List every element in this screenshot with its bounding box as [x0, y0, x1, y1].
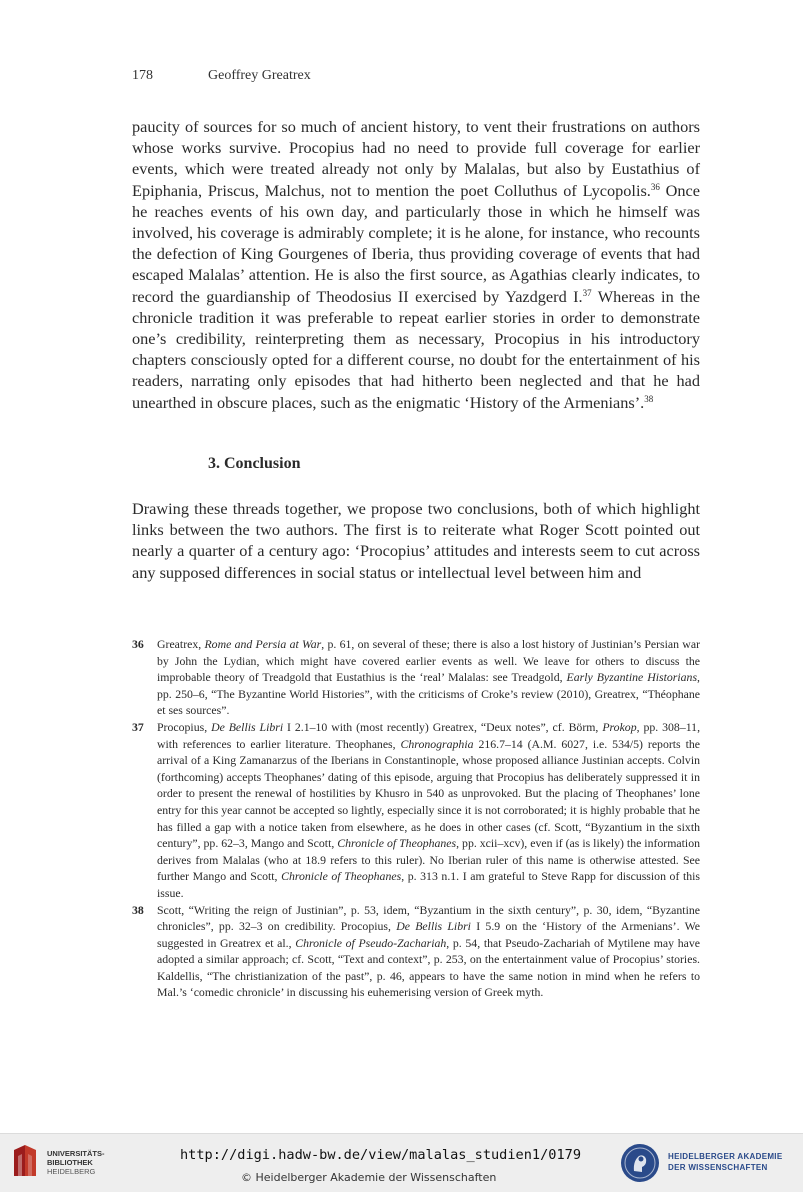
footnote-number: 37: [132, 719, 144, 734]
footnote-ref-38[interactable]: 38: [644, 393, 654, 404]
body-text-segment: Once he reaches events of his own day, and particularly those in which he himself was involved, his coverage is admirably complete; it is he alone, for instance, who recounts the defection of King Gourgenes of Iberia, thus providing coverage of events that had escaped Malalas’ attention. He is also the first source, as Agathias clearly indicates, to record the guardianship of Theodosius II exercised by Yazdgerd I.: [132, 180, 701, 306]
footnote-text: , p. 54, that Pseudo-Zachariah of Mytilene may have adopted a similar approach; cf. Scott, “Text and context”, p. 253, on the entertainment value of Procopius’ stories. Kaldellis, “The christianization of the past”, p. 46, appears to have the same notion in mind when he refers to Mal.’s ‘comedic chronicle’ in discussing his euhemerising version of Greek myth.: [157, 935, 700, 1000]
footnote-title: Chronographia: [400, 736, 474, 751]
footnote-text: 216.7–14 (A.M. 6027, i.e. 534/5) reports the arrival of a King Zamanarzus of the Iberians in Constantinople, whose proposed alliance Justinian accepts. Colvin (forthcoming) accepts Theophanes’ dating of this episode, arguing that Procopius has deliberately suppressed it in order to present the renewal of hostilities by Khusro in 540 as unprovoked. But the placing of Theophanes’ lone entry for this year cannot be accepted so lightly, especially since it is not corroborated; it is highly probable that he has filled a gap with a notice taken from elsewhere, as he does in other cases (cf. Scott, “Byzantium in the sixth century”, pp. 62–3, Mango and Scott,: [157, 736, 700, 851]
conclusion-text: Drawing these threads together, we propose two conclusions, both of which highlight links between the two authors. The first is to reiterate what Roger Scott pointed out nearly a quarter of a century ago: ‘Procopius’ attitudes and interests seem to cut across any supposed differences in social status or intellectual level between him and: [132, 499, 700, 582]
page-number: 178: [132, 68, 153, 83]
footnote-text: , p. 313 n.1. I am grateful to Steve Rapp for discussion of this issue.: [157, 869, 701, 900]
university-library-logo-icon[interactable]: [10, 1144, 40, 1178]
running-header: [132, 68, 311, 84]
body-text-segment: Whereas in the chronicle tradition it was preferable to repeat earlier stories in order to demonstrate one’s credibility, reinterpreting them as necessary, Procopius in his introductory chapters consciously opted for a different course, no doubt for the entertainment of his readers, narrating only episodes that had hitherto been neglected and that he had unearthed in obscure places, such as the enigmatic ‘History of the Armenians’.: [132, 286, 701, 412]
body-text-segment: paucity of sources for so much of ancient history, to vent their frustrations on authors whose works survive. Procopius had no need to provide full coverage for earlier events, which were treated already not only by Malalas, but also by Eustathius of Epiphania, Priscus, Malchus, not to mention the poet Colluthus of Lycopolis.: [132, 117, 700, 200]
footnote-ref-37[interactable]: 37: [582, 287, 592, 298]
footnote-title: Chronicle of Theophanes: [281, 869, 402, 884]
footer-bar: [0, 1133, 803, 1192]
footnote-38: [132, 902, 700, 1002]
footnote-text: , pp. xcii–xcv), even if (as is likely) the information derives from Malalas (who at 18.9 refers to this ruler). No Iberian ruler of this name is otherwise attested. See further Mango and Scott,: [157, 836, 700, 884]
footnote-text: , pp. 308–11, with references to earlier literature. Theophanes,: [157, 719, 701, 751]
academy-seal-icon[interactable]: [620, 1143, 660, 1183]
footnote-text: Greatrex,: [157, 637, 205, 651]
footnote-title: Chronicle of Pseudo-Zachariah: [295, 935, 447, 950]
footnote-title: Rome and Persia at War: [204, 637, 322, 651]
body-paragraph-1: [132, 116, 700, 413]
footnotes: [132, 636, 700, 1001]
footnote-number: 38: [132, 902, 144, 917]
footnote-text: , p. 61, on several of these; there is also a lost history of Justinian’s Persian war by John the Lydian, which might have covered earlier events as well. We leave for others to discuss the improbable theory of Treadgold that Eustathius is the ‘real’ Malalas: see Treadgold,: [157, 637, 700, 685]
footnote-text: Procopius,: [157, 719, 212, 734]
footnote-number: 36: [132, 637, 144, 651]
footnote-37: [132, 719, 700, 902]
university-library-name: UNIVERSITÄTS- BIBLIOTHEK HEIDELBERG: [47, 1149, 105, 1176]
footnote-title: Chronicle of Theophanes: [337, 836, 457, 851]
academy-name: HEIDELBERGER AKADEMIE DER WISSENSCHAFTEN: [668, 1152, 783, 1172]
body-paragraph-2: [132, 498, 700, 583]
footnote-title: Early Byzantine Historians: [566, 670, 698, 685]
section-heading: 3. Conclusion: [208, 455, 301, 472]
footnote-title: Prokop: [602, 719, 637, 734]
copyright-notice: © Heidelberger Akademie der Wissenschaften: [241, 1171, 497, 1184]
running-head-author: Geoffrey Greatrex: [208, 68, 311, 83]
footnote-text: , pp. 250–6, “The Byzantine World Histories”, with the criticisms of Croke’s review (2010), Greatrex, “Théophane et ses sources”.: [157, 670, 700, 718]
footnote-text: I 2.1–10 with (most recently) Greatrex, “Deux notes”, cf. Börm,: [283, 719, 603, 734]
footnote-title: De Bellis Libri: [211, 719, 284, 734]
permalink-url[interactable]: http://digi.hadw-bw.de/view/malalas_studien1/0179: [180, 1147, 582, 1163]
footnote-text: Scott, “Writing the reign of Justinian”, p. 53, idem, “Byzantium in the sixth century”, p. 30, idem, “Byzantine chronicles”, pp. 32–3 on credibility. Procopius,: [157, 902, 700, 934]
footnote-text: I 5.9 on the ‘History of the Armenians’. We suggested in Greatrex et al.,: [157, 919, 700, 950]
footnote-ref-36[interactable]: 36: [650, 181, 660, 192]
footnote-title: De Bellis Libri: [396, 919, 471, 934]
footnote-36: [132, 636, 700, 719]
